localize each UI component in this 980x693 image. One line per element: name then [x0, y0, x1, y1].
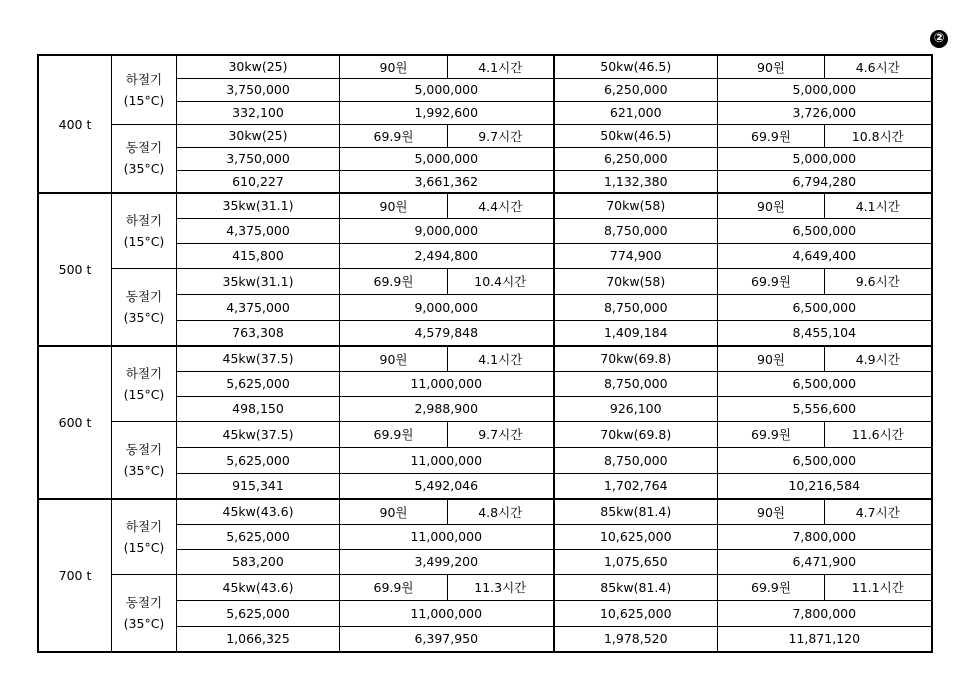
unit-price-b: 90원 [718, 346, 825, 371]
value-cell-a2: 3,499,200 [340, 549, 554, 574]
heater-spec-b: 70kw(58) [554, 268, 718, 294]
unit-price-b: 90원 [718, 499, 825, 524]
value-cell-a1: 5,625,000 [177, 600, 340, 626]
season-temperature: (35°C) [123, 615, 165, 631]
value-cell-a2: 11,000,000 [340, 600, 554, 626]
heater-spec-a: 30kw(25) [177, 124, 340, 147]
value-cell-b1: 621,000 [554, 101, 718, 124]
heater-spec-a: 30kw(25) [177, 55, 340, 78]
value-cell-a2: 2,494,800 [340, 243, 554, 268]
season-cell [112, 574, 177, 652]
season-cell [112, 55, 177, 124]
value-cell-a1: 3,750,000 [177, 78, 340, 101]
value-cell-a2: 4,579,848 [340, 320, 554, 346]
season-temperature: (15°C) [123, 386, 165, 402]
page-number-badge: ② [930, 30, 948, 48]
value-cell-a2: 5,000,000 [340, 147, 554, 170]
run-time-a: 4.4시간 [448, 193, 554, 218]
season-temperature: (15°C) [123, 233, 165, 249]
value-cell-a1: 3,750,000 [177, 147, 340, 170]
value-cell-b1: 926,100 [554, 396, 718, 421]
value-cell-b1: 8,750,000 [554, 371, 718, 396]
value-cell-b1: 1,978,520 [554, 626, 718, 652]
tonnage-cell: 400 t [38, 55, 112, 193]
run-time-a: 9.7시간 [448, 421, 554, 447]
value-cell-a2: 6,397,950 [340, 626, 554, 652]
unit-price-a: 90원 [340, 193, 448, 218]
value-cell-a1: 5,625,000 [177, 524, 340, 549]
season-cell [112, 346, 177, 421]
heater-spec-a: 35kw(31.1) [177, 193, 340, 218]
season-temperature: (35°C) [123, 309, 165, 325]
value-cell-b2: 8,455,104 [718, 320, 932, 346]
value-cell-a1: 5,625,000 [177, 371, 340, 396]
value-cell-b2: 5,000,000 [718, 78, 932, 101]
run-time-a: 4.8시간 [448, 499, 554, 524]
heater-spec-a: 45kw(37.5) [177, 421, 340, 447]
value-cell-b1: 10,625,000 [554, 600, 718, 626]
tonnage-cell: 600 t [38, 346, 112, 499]
value-cell-a1: 4,375,000 [177, 294, 340, 320]
heater-spec-a: 35kw(31.1) [177, 268, 340, 294]
tonnage-cell: 500 t [38, 193, 112, 346]
value-cell-a2: 5,492,046 [340, 473, 554, 499]
value-cell-a1: 498,150 [177, 396, 340, 421]
value-cell-a2: 5,000,000 [340, 78, 554, 101]
value-cell-b1: 8,750,000 [554, 294, 718, 320]
value-cell-a2: 2,988,900 [340, 396, 554, 421]
run-time-b: 4.7시간 [825, 499, 932, 524]
run-time-b: 11.1시간 [825, 574, 932, 600]
value-cell-a2: 9,000,000 [340, 218, 554, 243]
heater-spec-a: 45kw(37.5) [177, 346, 340, 371]
cost-comparison-table [37, 54, 933, 653]
heater-spec-b: 50kw(46.5) [554, 124, 718, 147]
value-cell-a2: 11,000,000 [340, 524, 554, 549]
unit-price-a: 69.9원 [340, 574, 448, 600]
unit-price-a: 69.9원 [340, 268, 448, 294]
unit-price-b: 69.9원 [718, 574, 825, 600]
season-name: 동절기 [125, 441, 163, 457]
season-cell [112, 499, 177, 574]
value-cell-a1: 610,227 [177, 170, 340, 193]
run-time-a: 4.1시간 [448, 55, 554, 78]
value-cell-a1: 763,308 [177, 320, 340, 346]
value-cell-b2: 4,649,400 [718, 243, 932, 268]
run-time-a: 10.4시간 [448, 268, 554, 294]
value-cell-b1: 8,750,000 [554, 447, 718, 473]
value-cell-b2: 6,500,000 [718, 371, 932, 396]
unit-price-b: 69.9원 [718, 421, 825, 447]
value-cell-a1: 5,625,000 [177, 447, 340, 473]
value-cell-a1: 1,066,325 [177, 626, 340, 652]
unit-price-a: 90원 [340, 346, 448, 371]
value-cell-b1: 1,409,184 [554, 320, 718, 346]
table-row [38, 55, 932, 78]
season-temperature: (35°C) [123, 161, 165, 177]
run-time-b: 4.6시간 [825, 55, 932, 78]
value-cell-b1: 6,250,000 [554, 147, 718, 170]
run-time-a: 4.1시간 [448, 346, 554, 371]
heater-spec-b: 85kw(81.4) [554, 574, 718, 600]
table-row [38, 193, 932, 218]
season-name: 하절기 [125, 212, 163, 228]
season-name: 하절기 [125, 518, 163, 534]
value-cell-a1: 332,100 [177, 101, 340, 124]
unit-price-b: 69.9원 [718, 124, 825, 147]
season-temperature: (35°C) [123, 462, 165, 478]
run-time-b: 10.8시간 [825, 124, 932, 147]
run-time-b: 4.1시간 [825, 193, 932, 218]
season-cell [112, 268, 177, 346]
season-cell [112, 124, 177, 193]
value-cell-b2: 7,800,000 [718, 524, 932, 549]
value-cell-b2: 5,556,600 [718, 396, 932, 421]
value-cell-a1: 415,800 [177, 243, 340, 268]
value-cell-b2: 6,500,000 [718, 294, 932, 320]
unit-price-a: 90원 [340, 499, 448, 524]
value-cell-b2: 7,800,000 [718, 600, 932, 626]
value-cell-b1: 10,625,000 [554, 524, 718, 549]
season-cell [112, 421, 177, 499]
value-cell-b2: 6,794,280 [718, 170, 932, 193]
value-cell-a2: 11,000,000 [340, 447, 554, 473]
value-cell-a1: 4,375,000 [177, 218, 340, 243]
value-cell-b1: 774,900 [554, 243, 718, 268]
unit-price-b: 69.9원 [718, 268, 825, 294]
value-cell-b2: 6,471,900 [718, 549, 932, 574]
unit-price-a: 69.9원 [340, 124, 448, 147]
value-cell-b2: 6,500,000 [718, 447, 932, 473]
run-time-b: 11.6시간 [825, 421, 932, 447]
value-cell-a2: 9,000,000 [340, 294, 554, 320]
heater-spec-a: 45kw(43.6) [177, 499, 340, 524]
season-name: 동절기 [125, 140, 163, 156]
unit-price-a: 69.9원 [340, 421, 448, 447]
value-cell-b2: 11,871,120 [718, 626, 932, 652]
run-time-a: 11.3시간 [448, 574, 554, 600]
unit-price-b: 90원 [718, 193, 825, 218]
season-name: 하절기 [125, 365, 163, 381]
table-row [38, 268, 932, 294]
run-time-a: 9.7시간 [448, 124, 554, 147]
value-cell-b2: 6,500,000 [718, 218, 932, 243]
value-cell-b1: 1,702,764 [554, 473, 718, 499]
value-cell-a1: 915,341 [177, 473, 340, 499]
unit-price-a: 90원 [340, 55, 448, 78]
table-row [38, 124, 932, 147]
value-cell-b1: 6,250,000 [554, 78, 718, 101]
table-row [38, 421, 932, 447]
run-time-b: 4.9시간 [825, 346, 932, 371]
value-cell-a2: 11,000,000 [340, 371, 554, 396]
value-cell-b1: 1,132,380 [554, 170, 718, 193]
season-name: 하절기 [125, 71, 163, 87]
value-cell-b2: 10,216,584 [718, 473, 932, 499]
season-temperature: (15°C) [123, 539, 165, 555]
table-row [38, 346, 932, 371]
value-cell-a2: 3,661,362 [340, 170, 554, 193]
table-body [38, 55, 932, 652]
table-row [38, 574, 932, 600]
tonnage-cell: 700 t [38, 499, 112, 652]
value-cell-b2: 3,726,000 [718, 101, 932, 124]
season-cell [112, 193, 177, 268]
value-cell-b2: 5,000,000 [718, 147, 932, 170]
season-temperature: (15°C) [123, 92, 165, 108]
heater-spec-a: 45kw(43.6) [177, 574, 340, 600]
heater-spec-b: 70kw(69.8) [554, 346, 718, 371]
value-cell-a2: 1,992,600 [340, 101, 554, 124]
table-row [38, 499, 932, 524]
unit-price-b: 90원 [718, 55, 825, 78]
value-cell-b1: 1,075,650 [554, 549, 718, 574]
heater-spec-b: 85kw(81.4) [554, 499, 718, 524]
season-name: 동절기 [125, 594, 163, 610]
season-name: 동절기 [125, 288, 163, 304]
heater-spec-b: 70kw(69.8) [554, 421, 718, 447]
heater-spec-b: 70kw(58) [554, 193, 718, 218]
value-cell-a1: 583,200 [177, 549, 340, 574]
run-time-b: 9.6시간 [825, 268, 932, 294]
heater-spec-b: 50kw(46.5) [554, 55, 718, 78]
value-cell-b1: 8,750,000 [554, 218, 718, 243]
